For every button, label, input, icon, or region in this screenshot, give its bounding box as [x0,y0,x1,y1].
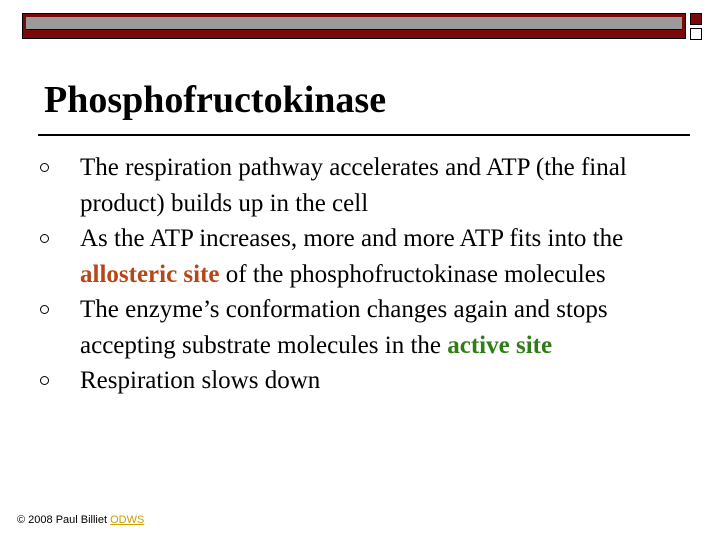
bullet-circle-icon [40,376,49,385]
header-bar [22,13,686,39]
title-divider [38,134,690,136]
bullet-item [36,363,696,399]
header-square-outline [690,28,702,40]
slide-title: Phosphofructokinase [44,79,387,121]
bullet-item [36,150,696,221]
bullet-text: The respiration pathway accelerates and ATP (the final product) builds up in the cell [80,154,627,217]
highlight-active-site: active site [447,331,553,359]
footer [17,514,144,526]
bullet-text: The enzyme’s conformation changes again and stops accepting substrate molecules in the [80,296,608,359]
bullet-text: Respiration slows down [80,367,321,394]
highlight-allosteric-site: allosteric site [80,260,220,288]
bullet-item [36,292,696,363]
bullet-circle-icon [40,234,49,243]
header-bar-inner [26,17,682,30]
footer-link-odws[interactable]: ODWS [110,514,145,526]
bullet-item [36,221,696,292]
bullet-circle-icon [40,305,49,314]
header-square-filled [690,13,702,25]
bullet-text: of the phosphofructokinase molecules [219,260,606,288]
bullet-circle-icon [40,163,49,172]
footer-copyright: © 2008 Paul Billiet [17,514,111,526]
bullet-text: As the ATP increases, more and more ATP fits into the [80,225,624,252]
bullet-list [36,150,696,399]
